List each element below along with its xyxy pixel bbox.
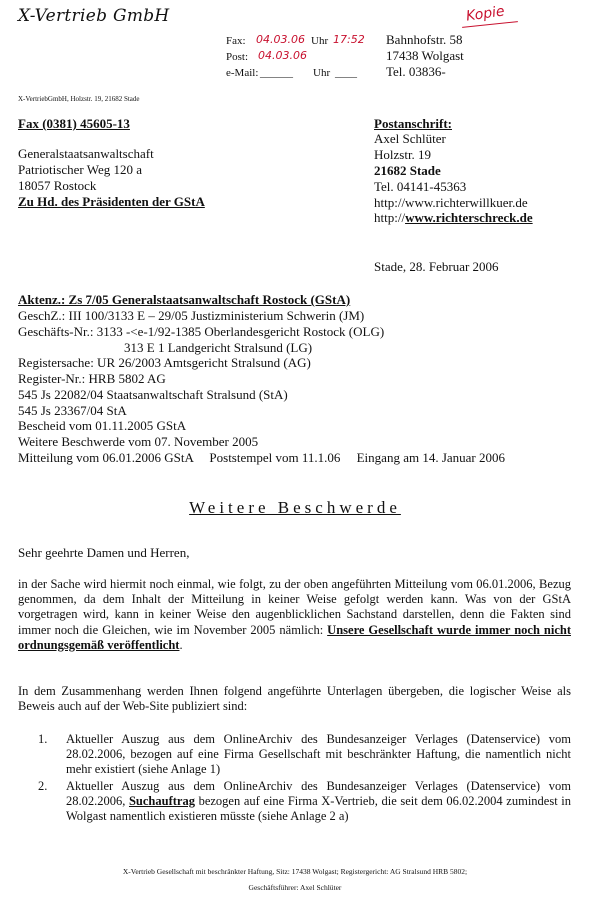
- paragraph-1-text: in der Sache wird hiermit noch einmal, wie folgt, zu der oben angeführten Mitteilung vom 06.01.2006, Bezug genommen, da dem Inhalt der Mitteilung in keiner Weise gefolgt werden kann. Was von der GStA vorgetragen wird, kann in keiner Weise den augenblicklichen Sachstand darstellen, denn die Fakten sind immer noch die Gleichen, wie im November 2005 nämlich:: [18, 577, 571, 637]
- post-date-handwritten: 04.03.06: [258, 49, 307, 62]
- uhr-label: Uhr: [311, 35, 329, 47]
- email-blank: ______: [260, 67, 293, 79]
- reference-line: 313 E 1 Landgericht Stralsund (LG): [124, 340, 313, 355]
- list-item-emphasis: Suchauftrag: [128, 794, 195, 809]
- list-item: [66, 779, 571, 825]
- postal-web2-domain: www.richterschreck.de: [405, 210, 533, 225]
- reference-line: Weitere Beschwerde vom 07. November 2005: [18, 434, 259, 449]
- footer-line1: X-Vertrieb Gesellschaft mit beschränkter Haftung, Sitz: 17438 Wolgast; Registergericht: AG Stralsund HRB 5802;: [122, 867, 468, 876]
- recipient-fax: Fax (0381) 45605-13: [18, 116, 130, 131]
- reference-line: Registersache: UR 26/2003 Amtsgericht Stralsund (AG): [18, 355, 311, 370]
- salutation: Sehr geehrte Damen und Herren,: [18, 545, 190, 560]
- list-item-text: Aktueller Auszug aus dem OnlineArchiv des Bundesanzeiger Verlages (Datenservice) vom 28.02.2006,: [66, 779, 571, 809]
- document-title: Weitere Beschwerde: [189, 498, 401, 517]
- reference-line: 545 Js 22082/04 Staatsanwaltschaft Stralsund (StA): [18, 387, 288, 402]
- recipient-line2: Patriotischer Weg 120 a: [18, 162, 142, 177]
- list-item: Aktueller Auszug aus dem OnlineArchiv des Bundesanzeiger Verlages (Datenservice) vom 28.02.2006, bezogen auf eine Firma Gesellschaft mit beschränkter Haftung, die namentlich nicht mehr existiert (siehe Anlage 1): [66, 732, 571, 777]
- recipient-line3: 18057 Rostock: [18, 178, 97, 193]
- sender-line: X-VertriebGmbH, Holzstr. 19, 21682 Stade: [18, 95, 140, 103]
- paragraph-2: In dem Zusammenhang werden Ihnen folgend angeführte Unterlagen übergeben, die logischer Weise als Beweis auch auf der Web-Site publiziert sind:: [18, 684, 571, 714]
- paragraph-1-emphasis: Unsere Gesellschaft wurde immer noch nicht ordnungsgemäß veröffentlicht: [18, 622, 571, 652]
- postal-street: Holzstr. 19: [374, 147, 432, 162]
- postal-tel: Tel. 04141-45363: [374, 179, 467, 194]
- email-label: e-Mail:: [226, 67, 259, 79]
- reference-line: 545 Js 23367/04 StA: [18, 403, 127, 418]
- reference-line: Geschäfts-Nr.: 3133 -<e-1/92-1385 Oberlandesgericht Rostock (OLG): [18, 324, 385, 339]
- reference-line: Bescheid vom 01.11.2005 GStA: [18, 418, 187, 433]
- postal-city: 21682 Stade: [374, 163, 441, 178]
- postal-name: Axel Schlüter: [374, 131, 446, 146]
- reference-aktenz: Aktenz.: Zs 7/05 Generalstaatsanwaltschaft Rostock (GStA): [18, 292, 351, 307]
- kopie-stamp: Kopie: [465, 3, 506, 25]
- paragraph-1: [18, 577, 571, 653]
- postal-web2-prefix: http://: [374, 210, 406, 225]
- reference-line: GeschZ.: III 100/3133 E – 29/05 Justizministerium Schwerin (JM): [18, 308, 365, 323]
- list-item-number: 2.: [38, 779, 48, 793]
- fax-time-handwritten: 17:52: [333, 33, 365, 46]
- fax-date-handwritten: 04.03.06: [256, 33, 305, 46]
- uhr-label: Uhr: [313, 67, 331, 79]
- footer-line2: Geschäftsführer: Axel Schlüter: [248, 883, 342, 892]
- post-label: Post:: [226, 51, 249, 63]
- company-logo: X-Vertrieb GmbH: [18, 6, 170, 26]
- reference-line: Register-Nr.: HRB 5802 AG: [18, 371, 166, 386]
- postal-label: Postanschrift:: [374, 116, 452, 131]
- postal-web2[interactable]: [374, 210, 533, 225]
- header-address-street: Bahnhofstr. 58: [386, 32, 463, 47]
- email-time-blank: ____: [335, 67, 357, 79]
- fax-label: Fax:: [226, 35, 246, 47]
- date-line: Stade, 28. Februar 2006: [374, 259, 499, 274]
- postal-web1[interactable]: http://www.richterwillkuer.de: [374, 195, 528, 210]
- header-address-tel: Tel. 03836-: [386, 64, 446, 79]
- reference-line: Mitteilung vom 06.01.2006 GStA Poststempel vom 11.1.06 Eingang am 14. Januar 2006: [18, 450, 505, 465]
- list-item-number: 1.: [38, 732, 48, 746]
- paragraph-1-end: .: [179, 637, 183, 652]
- recipient-attention: Zu Hd. des Präsidenten der GStA: [18, 194, 205, 209]
- header-address-city: 17438 Wolgast: [386, 48, 464, 63]
- recipient-line1: Generalstaatsanwaltschaft: [18, 146, 154, 161]
- list-item-text: bezogen auf eine Firma X-Vertrieb, die seit dem 06.02.2004 zumindest in Wolgast namentlich existieren müsste (siehe Anlage 2 a): [66, 794, 572, 824]
